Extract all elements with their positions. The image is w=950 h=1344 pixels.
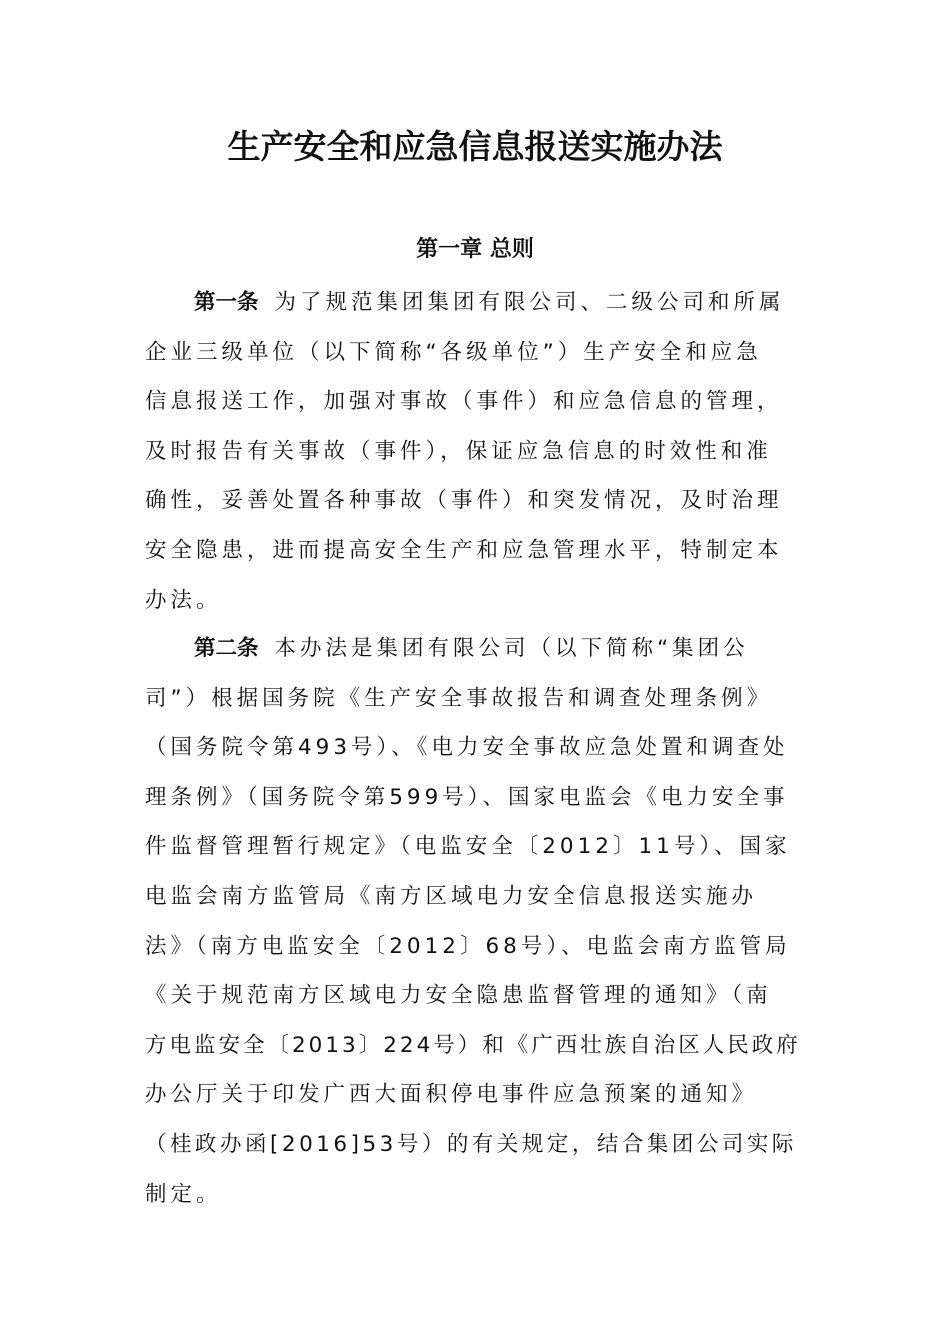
- article-1-line-2: 企业三级单位（以下简称“各级单位”）生产安全和应急: [145, 339, 762, 365]
- article-2-line-10: 办公厅关于印发广西大面积停电事件应急预案的通知》: [145, 1082, 758, 1108]
- article-1-line-4: 及时报告有关事故（事件），保证应急信息的时效性和准: [145, 438, 772, 464]
- article-1: [145, 278, 807, 625]
- chapter-heading: 第一章 总则: [416, 237, 534, 262]
- article-2-line-3: （国务院令第493号）、《电力安全事故应急处置和调查处: [145, 735, 789, 761]
- article-1-line-3: 信息报送工作，加强对事故（事件）和应急信息的管理，: [145, 389, 783, 415]
- article-2: [145, 624, 807, 1219]
- article-2-line-9: 方电监安全〔2013〕224号）和《广西壮族自治区人民政府: [145, 1032, 801, 1058]
- article-2-line-4: 理条例》（国务院令第599号）、国家电监会《电力安全事: [145, 784, 789, 810]
- article-1-line-6: 安全隐患，进而提高安全生产和应急管理水平，特制定本: [145, 537, 783, 563]
- article-2-line-6: 电监会南方监管局《南方区域电力安全信息报送实施办: [145, 883, 758, 909]
- article-1-text: 为了规范集团集团有限公司、二级公司和所属: [274, 290, 785, 315]
- article-2-label: 第二条: [194, 636, 259, 661]
- article-2-line-5: 件监督管理暂行规定》（电监安全〔2012〕11号）、国家: [145, 834, 791, 860]
- article-2-line-2: 司”）根据国务院《生产安全事故报告和调查处理条例》: [145, 685, 773, 711]
- article-1-line-1: [145, 278, 807, 328]
- article-2-line-12: 制定。: [145, 1181, 222, 1207]
- article-1-line-5: 确性，妥善处置各种事故（事件）和突发情况，及时治理: [145, 488, 783, 514]
- article-2-line-11: （桂政办函[2016]53号）的有关规定，结合集团公司实际: [145, 1131, 797, 1157]
- document-title: 生产安全和应急信息报送实施办法: [227, 127, 723, 166]
- article-1-label: 第一条: [194, 290, 259, 315]
- article-1-line-7: 办法。: [145, 587, 222, 613]
- article-2-line-8: 《关于规范南方区域电力安全隐患监督管理的通知》（南: [145, 983, 772, 1009]
- article-2-text: 本办法是集团有限公司（以下简称“集团公: [274, 636, 749, 661]
- article-2-line-7: 法》（南方电监安全〔2012〕68号）、电监会南方监管局: [145, 933, 791, 959]
- article-2-line-1: [145, 624, 807, 674]
